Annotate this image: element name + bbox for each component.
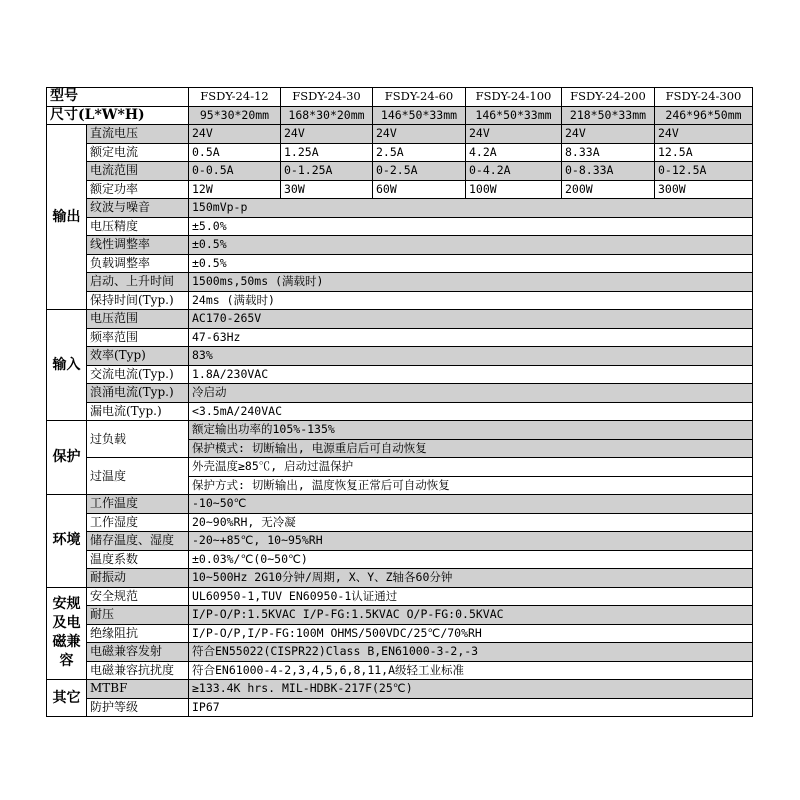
- value-cell: 1.8A/230VAC: [189, 365, 753, 384]
- row-label: 耐压: [87, 606, 189, 625]
- value-cell: 24V: [655, 125, 753, 144]
- row-input-freq: [47, 328, 753, 347]
- row-output-current: [47, 143, 753, 162]
- size-cell: 146*50*33mm: [466, 106, 562, 125]
- row-input-inrush: [47, 384, 753, 403]
- value-cell: 24V: [281, 125, 373, 144]
- group-input: 输入: [47, 310, 87, 421]
- row-output-voltage: [47, 125, 753, 144]
- row-label: MTBF: [87, 680, 189, 699]
- value-cell: 24V: [373, 125, 466, 144]
- row-label: 工作温度: [87, 495, 189, 514]
- header-row-size: [47, 106, 753, 125]
- value-cell: UL60950-1,TUV EN60950-1认证通过: [189, 587, 753, 606]
- value-cell: 83%: [189, 347, 753, 366]
- value-cell: 300W: [655, 180, 753, 199]
- value-cell: 1.25A: [281, 143, 373, 162]
- size-cell: 246*96*50mm: [655, 106, 753, 125]
- size-cell: 95*30*20mm: [189, 106, 281, 125]
- row-label: 过温度: [87, 458, 189, 495]
- value-cell: 1500ms,50ms (满载时): [189, 273, 753, 292]
- row-protect-overload-1: [47, 421, 753, 440]
- value-cell: 0-12.5A: [655, 162, 753, 181]
- value-cell: 24ms (满载时): [189, 291, 753, 310]
- value-cell: -10~50℃: [189, 495, 753, 514]
- row-env-storage: [47, 532, 753, 551]
- row-safety-withstand: [47, 606, 753, 625]
- row-label: 电磁兼容发射: [87, 643, 189, 662]
- model-cell: FSDY-24-12: [189, 88, 281, 107]
- size-label: 尺寸(L*W*H): [47, 106, 189, 125]
- value-cell: 0-0.5A: [189, 162, 281, 181]
- value-cell: ±0.5%: [189, 254, 753, 273]
- row-safety-insulation: [47, 624, 753, 643]
- row-label: 频率范围: [87, 328, 189, 347]
- row-label: 电磁兼容抗扰度: [87, 661, 189, 680]
- row-output-power: [47, 180, 753, 199]
- row-label: 额定电流: [87, 143, 189, 162]
- row-safety-emi: [47, 643, 753, 662]
- model-cell: FSDY-24-100: [466, 88, 562, 107]
- model-cell: FSDY-24-300: [655, 88, 753, 107]
- value-cell: 0-1.25A: [281, 162, 373, 181]
- value-cell: 8.33A: [562, 143, 655, 162]
- row-env-vibration: [47, 569, 753, 588]
- row-output-rise: [47, 273, 753, 292]
- size-cell: 146*50*33mm: [373, 106, 466, 125]
- row-output-hold: [47, 291, 753, 310]
- row-input-leak: [47, 402, 753, 421]
- row-input-voltage: [47, 310, 753, 329]
- size-cell: 168*30*20mm: [281, 106, 373, 125]
- value-cell: 12.5A: [655, 143, 753, 162]
- row-label: 防护等级: [87, 698, 189, 717]
- row-label: 额定功率: [87, 180, 189, 199]
- value-cell: ≥133.4K hrs. MIL-HDBK-217F(25℃): [189, 680, 753, 699]
- row-output-line-reg: [47, 236, 753, 255]
- value-cell: 0.5A: [189, 143, 281, 162]
- row-output-accuracy: [47, 217, 753, 236]
- value-cell: 保护方式: 切断输出, 温度恢复正常后可自动恢复: [189, 476, 753, 495]
- row-label: 纹波与噪音: [87, 199, 189, 218]
- row-output-ripple: [47, 199, 753, 218]
- value-cell: I/P-O/P,I/P-FG:100M OHMS/500VDC/25℃/70%RH: [189, 624, 753, 643]
- value-cell: 60W: [373, 180, 466, 199]
- value-cell: <3.5mA/240VAC: [189, 402, 753, 421]
- value-cell: ±0.5%: [189, 236, 753, 255]
- row-label: 负载调整率: [87, 254, 189, 273]
- row-env-temp-coef: [47, 550, 753, 569]
- model-cell: FSDY-24-30: [281, 88, 373, 107]
- spec-table: [46, 87, 753, 717]
- model-cell: FSDY-24-200: [562, 88, 655, 107]
- group-other: 其它: [47, 680, 87, 717]
- value-cell: I/P-O/P:1.5KVAC I/P-FG:1.5KVAC O/P-FG:0.5KVAC: [189, 606, 753, 625]
- value-cell: 2.5A: [373, 143, 466, 162]
- model-cell: FSDY-24-60: [373, 88, 466, 107]
- row-env-work-temp: [47, 495, 753, 514]
- value-cell: ±5.0%: [189, 217, 753, 236]
- row-label: 温度系数: [87, 550, 189, 569]
- row-label: 电压范围: [87, 310, 189, 329]
- value-cell: 24V: [466, 125, 562, 144]
- row-label: 启动、上升时间: [87, 273, 189, 292]
- value-cell: 0-8.33A: [562, 162, 655, 181]
- model-label: 型号: [47, 88, 189, 107]
- row-env-work-hum: [47, 513, 753, 532]
- row-label: 电流范围: [87, 162, 189, 181]
- value-cell: ±0.03%/℃(0~50℃): [189, 550, 753, 569]
- row-label: 漏电流(Typ.): [87, 402, 189, 421]
- value-cell: 10~500Hz 2G10分钟/周期, X、Y、Z轴各60分钟: [189, 569, 753, 588]
- row-output-load-reg: [47, 254, 753, 273]
- value-cell: IP67: [189, 698, 753, 717]
- value-cell: AC170-265V: [189, 310, 753, 329]
- row-other-mtbf: [47, 680, 753, 699]
- value-cell: 47-63Hz: [189, 328, 753, 347]
- row-label: 交流电流(Typ.): [87, 365, 189, 384]
- row-safety-standard: [47, 587, 753, 606]
- value-cell: 符合EN55022(CISPR22)Class B,EN61000-3-2,-3: [189, 643, 753, 662]
- row-input-ac-current: [47, 365, 753, 384]
- value-cell: -20~+85℃, 10~95%RH: [189, 532, 753, 551]
- row-label: 过负载: [87, 421, 189, 458]
- value-cell: 12W: [189, 180, 281, 199]
- row-input-eff: [47, 347, 753, 366]
- value-cell: 200W: [562, 180, 655, 199]
- value-cell: 外壳温度≥85℃, 启动过温保护: [189, 458, 753, 477]
- row-output-current-range: [47, 162, 753, 181]
- value-cell: 额定输出功率的105%-135%: [189, 421, 753, 440]
- group-protection: 保护: [47, 421, 87, 495]
- group-safety: 安规及电磁兼容: [47, 587, 87, 680]
- row-label: 储存温度、湿度: [87, 532, 189, 551]
- row-label: 浪涌电流(Typ.): [87, 384, 189, 403]
- value-cell: 20~90%RH, 无冷凝: [189, 513, 753, 532]
- row-label: 直流电压: [87, 125, 189, 144]
- row-label: 保持时间(Typ.): [87, 291, 189, 310]
- value-cell: 冷启动: [189, 384, 753, 403]
- value-cell: 符合EN61000-4-2,3,4,5,6,8,11,A级轻工业标准: [189, 661, 753, 680]
- value-cell: 30W: [281, 180, 373, 199]
- value-cell: 100W: [466, 180, 562, 199]
- row-label: 效率(Typ): [87, 347, 189, 366]
- row-protect-overtemp-1: [47, 458, 753, 477]
- value-cell: 150mVp-p: [189, 199, 753, 218]
- row-label: 线性调整率: [87, 236, 189, 255]
- value-cell: 24V: [189, 125, 281, 144]
- value-cell: 24V: [562, 125, 655, 144]
- group-output: 输出: [47, 125, 87, 310]
- value-cell: 0-2.5A: [373, 162, 466, 181]
- value-cell: 4.2A: [466, 143, 562, 162]
- value-cell: 保护模式: 切断输出, 电源重启后可自动恢复: [189, 439, 753, 458]
- row-other-ip: [47, 698, 753, 717]
- row-label: 工作湿度: [87, 513, 189, 532]
- value-cell: 0-4.2A: [466, 162, 562, 181]
- row-label: 绝缘阻抗: [87, 624, 189, 643]
- row-label: 电压精度: [87, 217, 189, 236]
- row-label: 耐振动: [87, 569, 189, 588]
- group-environment: 环境: [47, 495, 87, 588]
- header-row-model: [47, 88, 753, 107]
- row-safety-ems: [47, 661, 753, 680]
- row-label: 安全规范: [87, 587, 189, 606]
- size-cell: 218*50*33mm: [562, 106, 655, 125]
